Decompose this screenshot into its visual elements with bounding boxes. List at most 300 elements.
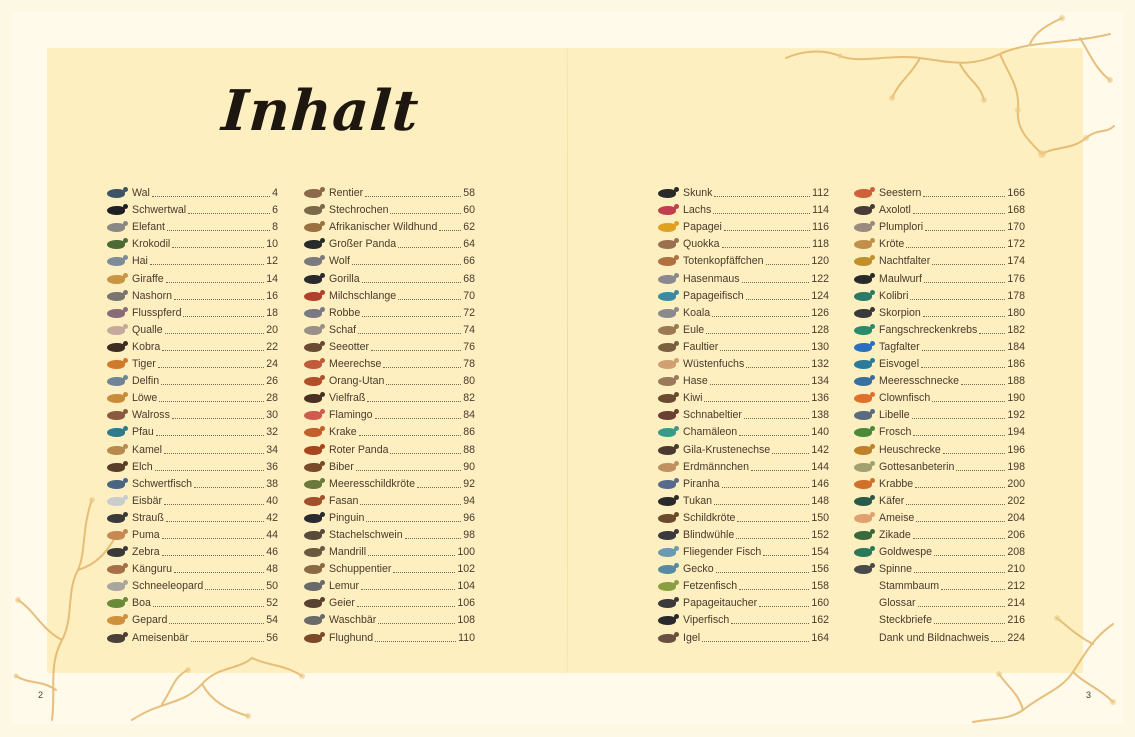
dot-leader [158,367,264,368]
toc-entry [103,322,278,339]
dot-leader [159,401,264,402]
toc-entry-page: 110 [458,631,475,644]
dot-leader [706,333,809,334]
dot-leader [737,521,809,522]
toc-entry [850,322,1025,339]
toc-entry [103,373,278,390]
dot-leader [365,196,461,197]
toc-entry-page: 202 [1007,494,1025,507]
toc-entry-title: Qualle [132,323,163,336]
book-gutter [567,48,568,673]
toc-entry [850,407,1025,424]
toc-entry-title: Fetzenfisch [683,580,738,593]
toc-entry [103,202,278,219]
toc-entry-page: 92 [463,477,475,490]
dot-leader [167,230,270,231]
toc-entry-title: Zikade [879,528,911,541]
koala-icon [654,305,680,322]
viperfish-icon [654,612,680,629]
toc-entry [103,185,278,202]
icon-placeholder [850,630,876,647]
toc-entry [300,356,475,373]
toc-entry-title: Löwe [132,392,158,405]
toc-entry-page: 132 [811,358,829,371]
dot-leader [716,572,810,573]
toc-entry-page: 12 [266,255,278,268]
icon-placeholder [850,578,876,595]
sloth-icon [654,339,680,356]
praying-mantis-icon [850,459,876,476]
toc-entry-page: 164 [811,631,829,644]
toc-entry [103,288,278,305]
dot-leader [162,538,265,539]
toc-entry-title: Papagei [683,221,722,234]
dot-leader [912,418,1006,419]
toc-entry [103,527,278,544]
toc-entry [654,270,829,287]
toc-entry-title: Schaf [329,323,357,336]
toc-entry-title: Axolotl [879,204,911,217]
jellyfish-icon [103,322,129,339]
toc-entry [850,373,1025,390]
toc-entry-title: Gepard [132,614,168,627]
gila-monster-icon [654,442,680,459]
toc-entry-title: Eisvogel [879,358,920,371]
toc-entry-page: 24 [266,358,278,371]
toc-entry [850,493,1025,510]
toc-entry-page: 96 [463,511,475,524]
wild-dog-icon [300,219,326,236]
dot-leader [932,264,1005,265]
toc-entry-title: Wüstenfuchs [683,358,745,371]
dot-leader [914,572,1005,573]
toc-entry-page: 172 [1007,238,1025,251]
dot-leader [956,470,1005,471]
dot-leader [932,401,1005,402]
toc-entry [654,595,829,612]
toc-entry-title: Seeotter [329,340,370,353]
cheetah-icon [103,612,129,629]
mantis-shrimp-icon [850,322,876,339]
toc-entry-title: Puma [132,528,160,541]
shark-icon [103,253,129,270]
toc-entry [103,356,278,373]
toc-entry [850,527,1025,544]
toc-entry-title: Walross [132,409,170,422]
toc-entry-title: Stammbaum [879,580,940,593]
toc-entry [103,510,278,527]
toc-entry-title: Igel [683,631,701,644]
toc-entry [103,219,278,236]
toc-entry [300,253,475,270]
dot-leader [162,555,265,556]
orangutan-icon [300,373,326,390]
lemur-icon [300,578,326,595]
toc-entry [850,476,1025,493]
toc-entry [300,202,475,219]
sea-otter-icon [300,339,326,356]
parrot-icon [654,219,680,236]
toc-entry-page: 20 [266,323,278,336]
dot-leader [766,264,810,265]
toc-entry-title: Vielfraß [329,392,366,405]
toc-entry-title: Känguru [132,563,173,576]
dot-leader [906,504,1005,505]
toc-entry [654,459,829,476]
toc-entry [850,305,1025,322]
toc-entry-title: Käfer [879,494,905,507]
tortoise-icon [654,510,680,527]
toc-column-4 [850,185,1025,647]
dot-leader [172,247,264,248]
toc-entry-page: 162 [811,614,829,627]
toc-entry-page: 28 [266,392,278,405]
toc-entry-page: 42 [266,511,278,524]
platypus-icon [654,407,680,424]
toc-entry-page: 156 [811,563,829,576]
dolphin-icon [103,373,129,390]
dot-leader [155,470,265,471]
dot-leader [398,299,461,300]
toc-entry [654,322,829,339]
dot-leader [712,316,809,317]
toc-entry-title: Papageifisch [683,289,744,302]
toc-entry-page: 186 [1007,358,1025,371]
toc-entry [850,424,1025,441]
penguin-icon [300,510,326,527]
dot-leader [913,213,1006,214]
toc-entry-title: Fliegender Fisch [683,546,762,559]
dot-leader [759,606,809,607]
toc-entry-page: 178 [1007,289,1025,302]
toc-entry-title: Schnabeltier [683,409,742,422]
toc-entry-page: 214 [1007,597,1025,610]
toc-entry [654,493,829,510]
toc-entry-page: 106 [457,597,475,610]
toc-entry-title: Gila-Krustenechse [683,443,771,456]
toc-entry-page: 192 [1007,409,1025,422]
elephant-icon [103,219,129,236]
dot-leader [352,264,461,265]
toc-entry [300,510,475,527]
seal-icon [300,305,326,322]
toc-entry [850,510,1025,527]
page-title: Inhalt [219,78,422,144]
toc-entry [300,578,475,595]
toc-entry-title: Skorpion [879,306,921,319]
toc-entry [300,441,475,458]
toc-entry-title: Tagfalter [879,340,920,353]
toc-entry [654,202,829,219]
toc-entry-page: 6 [272,204,278,217]
toc-entry [103,424,278,441]
toc-entry-page: 194 [1007,426,1025,439]
toc-entry-page: 72 [463,306,475,319]
dot-leader [979,333,1005,334]
toc-entry-page: 170 [1007,221,1025,234]
toc-entry [300,270,475,287]
dot-leader [943,453,1005,454]
dot-leader [378,623,455,624]
toc-entry [654,305,829,322]
toc-entry-title: Lachs [683,204,712,217]
wolverine-icon [300,390,326,407]
toc-entry-title: Biber [329,460,354,473]
toc-entry-title: Gecko [683,563,714,576]
toc-entry [300,629,475,646]
scorpion-icon [850,305,876,322]
toc-entry-page: 212 [1007,580,1025,593]
toc-entry-page: 122 [811,272,829,285]
skunk-icon [654,185,680,202]
toc-entry-title: Robbe [329,306,361,319]
icon-placeholder [850,612,876,629]
parrotfish-icon [654,288,680,305]
starfish-icon [850,185,876,202]
moth-icon [850,253,876,270]
toc-entry-page: 118 [812,238,829,251]
toc-entry-page: 80 [463,375,475,388]
raccoon-icon [300,612,326,629]
toc-entry-page: 138 [811,409,829,422]
dot-leader [367,401,461,402]
dot-leader [166,521,264,522]
dot-leader [924,282,1005,283]
toc-entry [850,253,1025,270]
dot-leader [934,623,1005,624]
toc-entry-page: 34 [266,443,278,456]
dot-leader [731,623,809,624]
toc-entry-page: 98 [463,528,475,541]
dot-leader [150,264,264,265]
polar-bear-icon [103,493,129,510]
toc-entry [103,595,278,612]
toc-entry-title: Eule [683,323,705,336]
toc-entry-title: Plumplori [879,221,924,234]
toc-entry-title: Schildkröte [683,511,736,524]
toc-entry-page: 50 [266,580,278,593]
toc-entry-page: 154 [811,546,829,559]
toc-entry-page: 196 [1007,443,1025,456]
pangolin-icon [300,561,326,578]
dot-leader [751,470,809,471]
dot-leader [375,418,462,419]
toc-entry-title: Kiwi [683,392,703,405]
toc-entry [103,253,278,270]
toc-entry-page: 18 [266,306,278,319]
toc-entry [103,561,278,578]
toc-entry [103,270,278,287]
toc-entry [103,305,278,322]
cicada-icon [850,527,876,544]
dot-leader [371,350,461,351]
owl-icon [654,322,680,339]
walrus-icon [103,407,129,424]
toc-entry-page: 32 [266,426,278,439]
toc-entry-page: 8 [272,221,278,234]
dot-leader [724,230,810,231]
toc-entry-page: 216 [1007,614,1025,627]
dot-leader [156,435,264,436]
toc-entry [300,322,475,339]
dot-leader [153,606,264,607]
toc-entry [654,356,829,373]
dot-leader [368,555,455,556]
toc-entry-title: Kamel [132,443,163,456]
hummingbird-icon [850,288,876,305]
toc-entry-title: Stachelschwein [329,528,403,541]
toc-entry-title: Krokodil [132,238,171,251]
toc-entry [850,561,1025,578]
toc-entry-title: Elch [132,460,153,473]
dot-leader [744,418,809,419]
toc-entry-page: 90 [463,460,475,473]
toc-entry-title: Krabbe [879,477,914,490]
dot-leader [165,333,265,334]
dot-leader [152,196,270,197]
chameleon-icon [654,424,680,441]
toc-entry-page: 144 [811,460,829,473]
whale-icon [103,185,129,202]
hippo-icon [103,305,129,322]
gorilla-icon [300,271,326,288]
toc-entry-title: Milchschlange [329,289,397,302]
toc-entry-page: 66 [463,255,475,268]
toc-entry-page: 124 [811,289,829,302]
dot-leader [915,487,1005,488]
toc-entry-title: Piranha [683,477,720,490]
toc-entry [103,578,278,595]
toc-entry-page: 150 [811,511,829,524]
toc-entry-title: Gottesanbeterin [879,460,955,473]
dot-leader [923,196,1005,197]
toc-entry [654,288,829,305]
toc-entry-title: Schuppentier [329,563,392,576]
toc-entry [850,356,1025,373]
swordfish-icon [103,476,129,493]
toc-entry [654,390,829,407]
toc-entry-title: Fasan [329,494,359,507]
butterfly-icon [850,339,876,356]
toc-entry-title: Libelle [879,409,910,422]
toc-entry-title: Quokka [683,238,720,251]
marine-iguana-icon [300,356,326,373]
toc-entry-page: 44 [266,528,278,541]
toc-entry [850,270,1025,287]
toc-entry [300,305,475,322]
toc-entry-page: 30 [266,409,278,422]
toc-column-3 [654,185,829,647]
cobra-icon [103,339,129,356]
toc-entry-page: 114 [812,204,829,217]
toc-entry-page: 100 [457,546,475,559]
toc-entry-title: Roter Panda [329,443,389,456]
wolf-icon [300,253,326,270]
toc-entry-title: Pinguin [329,511,365,524]
giraffe-icon [103,271,129,288]
toc-entry [654,441,829,458]
toc-entry-page: 168 [1007,204,1025,217]
toc-entry [300,339,475,356]
spider-icon [850,561,876,578]
toc-entry [300,493,475,510]
toc-entry-title: Kröte [879,238,905,251]
toc-entry-title: Wolf [329,255,350,268]
icon-placeholder [850,595,876,612]
toc-entry-page: 104 [457,580,475,593]
toc-entry-title: Pfau [132,426,154,439]
toc-entry [850,612,1025,629]
toc-entry-page: 94 [463,494,475,507]
toc-entry-title: Großer Panda [329,238,397,251]
toc-entry-title: Hase [683,375,708,388]
dot-leader [183,316,264,317]
toc-entry-page: 210 [1007,563,1025,576]
toc-entry-title: Schwertwal [132,204,187,217]
crocodile-icon [103,236,129,253]
dot-leader [386,384,461,385]
toc-entry-title: Viperfisch [683,614,730,627]
dot-leader [417,487,461,488]
caecilian-icon [654,527,680,544]
toc-entry-page: 4 [272,187,278,200]
camel-icon [103,442,129,459]
dot-leader [742,282,810,283]
meerkat-icon [654,459,680,476]
toc-entry-title: Giraffe [132,272,164,285]
porcupine-icon [300,527,326,544]
toc-entry-page: 190 [1007,392,1025,405]
toc-entry-page: 76 [463,340,475,353]
dot-leader [366,521,461,522]
dot-leader [161,384,264,385]
vulture-icon [300,595,326,612]
toc-entry-title: Flamingo [329,409,373,422]
anteater-icon [103,630,129,647]
toc-entry-title: Maulwurf [879,272,922,285]
dot-leader [194,487,264,488]
toc-entry-title: Kobra [132,340,161,353]
dot-leader [922,350,1006,351]
toc-entry [850,459,1025,476]
chinchilla-icon [654,271,680,288]
dot-leader [390,453,461,454]
toc-entry-page: 116 [812,221,829,234]
ostrich-icon [103,510,129,527]
crab-icon [850,476,876,493]
dot-leader [739,435,809,436]
toc-entry-page: 14 [266,272,278,285]
toc-entry-page: 88 [463,443,475,456]
flying-fish-icon [654,544,680,561]
dot-leader [357,606,455,607]
dot-leader [722,247,811,248]
toc-entry-page: 166 [1007,187,1025,200]
toad-icon [850,236,876,253]
cuckoo-wasp-icon [850,544,876,561]
toc-entry-title: Heuschrecke [879,443,941,456]
toc-entry [300,424,475,441]
peacock-icon [103,424,129,441]
toc-entry-title: Delfin [132,375,160,388]
toc-entry-title: Chamäleon [683,426,738,439]
toc-entry [103,441,278,458]
toc-entry [300,407,475,424]
frog-icon [850,424,876,441]
snow-leopard-icon [103,578,129,595]
toc-entry-page: 126 [811,306,829,319]
toc-entry-title: Wal [132,187,150,200]
